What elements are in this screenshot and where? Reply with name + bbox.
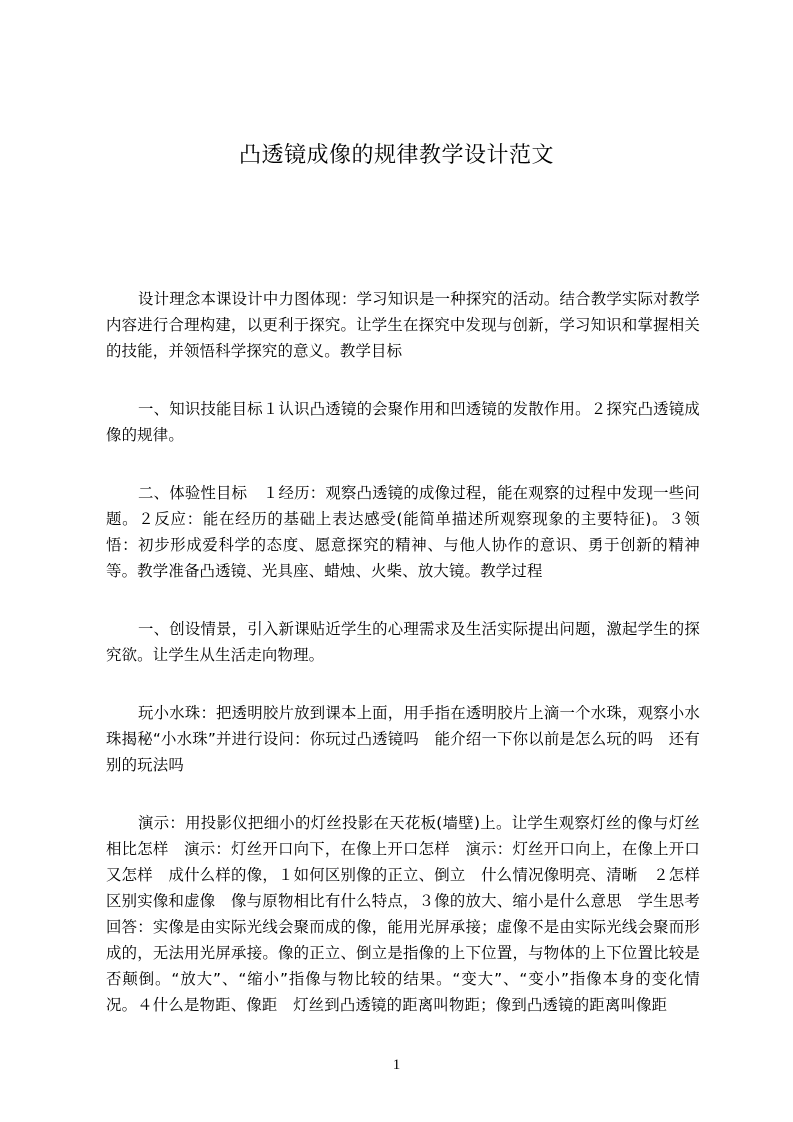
paragraph-experience-goals: 二、体验性目标 １经历：观察凸透镜的成像过程，能在观察的过程中发现一些问题。２反应：能在经历的基础上表达感受(能简单描述所观察现象的主要特征)。３领悟：初步形成爱科学的态度、愿意探究的精神、与他人协作的意识、勇于创新的精神等。教学准备凸透镜、光具座、蜡烛、火柴、放大镜。教学过程 — [106, 484, 700, 580]
paragraph-design-concept: 设计理念本课设计中力图体现：学习知识是一种探究的活动。结合教学实际对教学内容进行合理构建，以更利于探究。让学生在探究中发现与创新，学习知识和掌握相关的技能，并领悟科学探究的意义。教学目标 — [106, 290, 700, 360]
paragraph-knowledge-goals: 一、知识技能目标１认识凸透镜的会聚作用和凹透镜的发散作用。２探究凸透镜成像的规律。 — [106, 400, 700, 444]
paragraph-water-drop: 玩小水珠：把透明胶片放到课本上面，用手指在透明胶片上滴一个水珠，观察小水珠揭秘“小水珠”并进行设问：你玩过凸透镜吗 能介绍一下你以前是怎么玩的吗 还有别的玩法吗 — [106, 704, 700, 774]
paragraph-introduction: 一、创设情景，引入新课贴近学生的心理需求及生活实际提出问题，激起学生的探究欲。让学生从生活走向物理。 — [106, 620, 700, 664]
paragraph-demonstration: 演示：用投影仪把细小的灯丝投影在天花板(墙壁)上。让学生观察灯丝的像与灯丝相比怎样 演示：灯丝开口向下，在像上开口怎样 演示：灯丝开口向上，在像上开口又怎样 成什么样的像，１如何区别像的正立、倒立 什么情况像明亮、清晰 ２怎样区别实像和虚像 像与原物相比有什么特点，３像的放大、缩小是什么意思 学生思考回答：实像是由实际光线会聚而成的像，能用光屏承接；虚像不是由实际光线会聚而形成的，无法用光屏承接。像的正立、倒立是指像的上下位置，与物体的上下位置比较是否颠倒。“放大”、“缩小”指像与物比较的结果。“变大”、“变小”指像本身的变化情况。４什么是物距、像距 灯丝到凸透镜的距离叫物距；像到凸透镜的距离叫像距 — [106, 814, 700, 1014]
page-number: 1 — [392, 1057, 401, 1073]
document-body — [106, 286, 700, 1018]
document-title: 凸透镜成像的规律教学设计范文 — [238, 143, 554, 168]
